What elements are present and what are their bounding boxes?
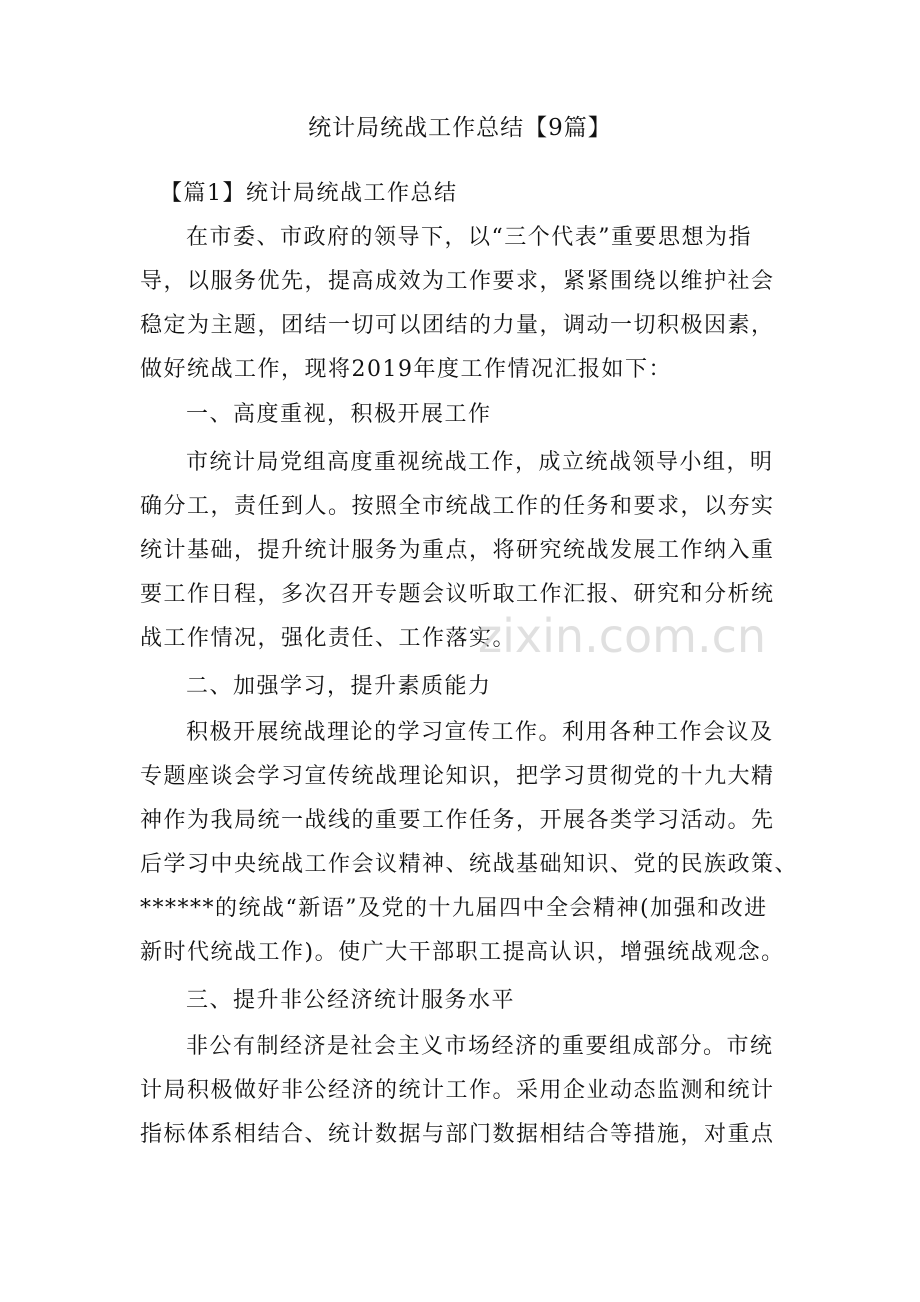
paragraph-line: 在市委、市政府的领导下，以“三个代表”重要思想为指 <box>186 225 752 250</box>
paragraph-line: 确分工，责任到人。按照全市统战工作的任务和要求，以夯实 <box>140 494 775 519</box>
paragraph-line: 神作为我局统一战线的重要工作任务，开展各类学习活动。先 <box>140 808 775 833</box>
paragraph-line: 统计基础，提升统计服务为重点，将研究统战发展工作纳入重 <box>140 538 775 563</box>
paragraph-line: 后学习中央统战工作会议精神、统战基础知识、党的民族政策、 <box>140 852 799 877</box>
watermark: zixin.com.cn <box>478 609 767 663</box>
paragraph-line: 新时代统战工作)。使广大干部职工提高认识，增强统战观念。 <box>140 940 785 965</box>
paragraph-line: 积极开展统战理论的学习宣传工作。利用各种工作会议及 <box>186 720 774 745</box>
paragraph-line: 专题座谈会学习宣传统战理论知识，把学习贯彻党的十九大精 <box>140 764 775 789</box>
section-heading-2: 二、加强学习，提升素质能力 <box>186 674 492 699</box>
paragraph-line: 战工作情况，强化责任、工作落实。 <box>140 626 517 651</box>
paragraph-line: 导，以服务优先，提高成效为工作要求，紧紧围绕以维护社会 <box>140 269 775 294</box>
section-heading-pian1: 【篇1】统计局统战工作总结 <box>160 181 458 206</box>
paragraph-line: ******的统战“新语”及党的十九届四中全会精神(加强和改进 <box>140 896 768 921</box>
paragraph-line: 计局积极做好非公经济的统计工作。采用企业动态监测和统计 <box>140 1078 775 1103</box>
paragraph-line: 市统计局党组高度重视统战工作，成立统战领导小组，明 <box>186 450 774 475</box>
paragraph-line: 做好统战工作，现将2019年度工作情况汇报如下： <box>140 357 672 382</box>
paragraph-line: 非公有制经济是社会主义市场经济的重要组成部分。市统 <box>186 1034 774 1059</box>
section-heading-1: 一、高度重视，积极开展工作 <box>186 402 492 427</box>
paragraph-line: 要工作日程，多次召开专题会议听取工作汇报、研究和分析统 <box>140 582 775 607</box>
section-heading-3: 三、提升非公经济统计服务水平 <box>186 988 516 1013</box>
paragraph-line: 稳定为主题，团结一切可以团结的力量，调动一切积极因素， <box>140 313 775 338</box>
paragraph-line: 指标体系相结合、统计数据与部门数据相结合等措施，对重点 <box>140 1122 775 1147</box>
document-title: 统计局统战工作总结【9篇】 <box>308 115 612 141</box>
